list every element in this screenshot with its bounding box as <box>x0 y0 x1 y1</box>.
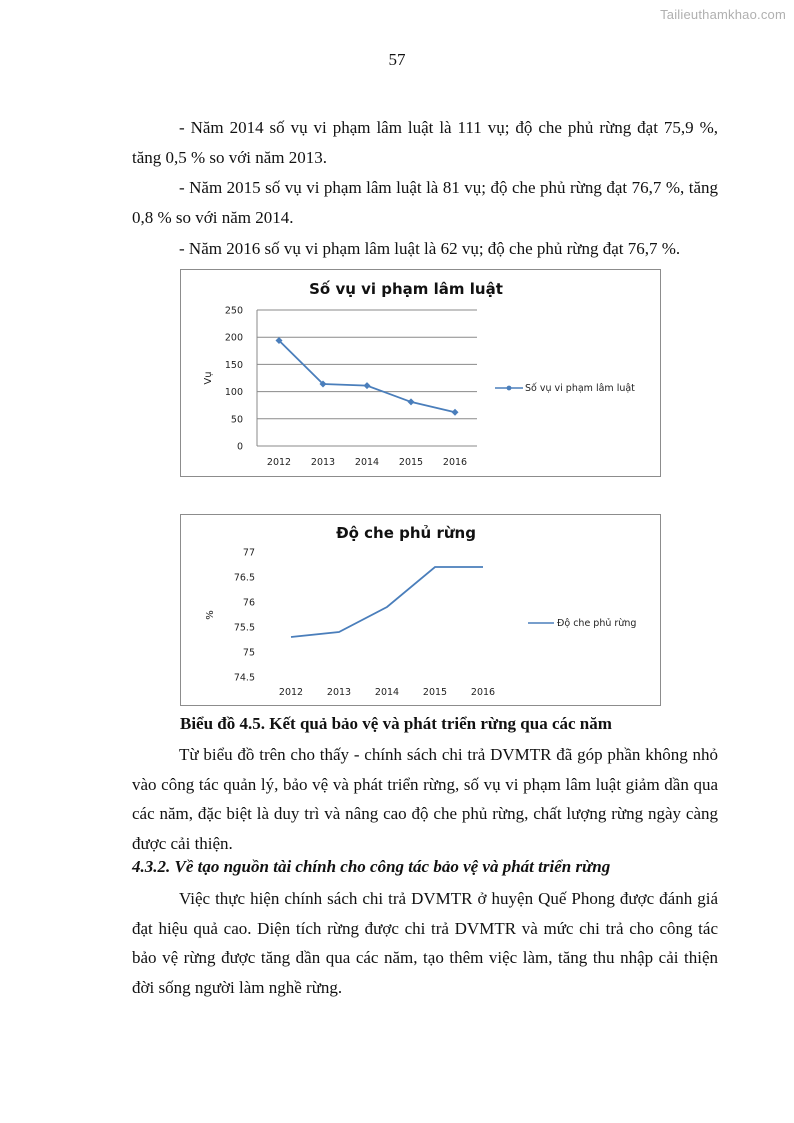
page-number: 57 <box>388 50 406 69</box>
chart-forest-cover-ytick-label: 77 <box>242 547 255 559</box>
paragraph-2015: - Năm 2015 số vụ vi phạm lâm luật là 81 vụ; độ che phủ rừng đạt 76,7 %, tăng 0,8 % so với năm 2014. <box>132 178 718 227</box>
chart-violations-ytick-label: 0 <box>236 441 243 453</box>
chart-violations-xtick-label: 2013 <box>310 457 336 468</box>
chart-forest-cover-svg <box>181 515 660 705</box>
chart-violations-ytick-label: 250 <box>224 305 243 317</box>
chart-forest-cover-ytick-label: 76.5 <box>233 572 255 584</box>
chart-violations-data-point <box>452 409 459 416</box>
chart-violations-data-point <box>408 398 415 405</box>
chart-violations-series-line <box>279 340 455 412</box>
chart-violations-xtick-label: 2015 <box>398 457 424 468</box>
chart-forest-cover-ytick-label: 74.5 <box>233 672 255 684</box>
chart-forest-cover-xtick-label: 2015 <box>422 687 448 698</box>
paragraph-conclusion: Từ biểu đồ trên cho thấy - chính sách chi trả DVMTR đã góp phần không nhỏ vào công tác quản lý, bảo vệ và phát triển rừng, số vụ vi phạm lâm luật giảm dần qua các năm, đặc biệt là duy trì và nâng cao độ che phủ rừng, chất lượng rừng ngày càng được cải thiện. <box>132 745 718 853</box>
chart-forest-cover-xtick-label: 2013 <box>326 687 352 698</box>
chart-violations-svg <box>181 270 660 476</box>
chart-violations-ylabel: Vụ <box>203 371 214 385</box>
watermark: Tailieuthamkhao.com <box>660 7 786 22</box>
chart-violations-title: Số vụ vi phạm lâm luật <box>309 280 503 298</box>
chart-forest-cover-ytick-label: 75.5 <box>233 622 255 634</box>
chart-forest-cover-title: Độ che phủ rừng <box>336 524 476 542</box>
chart-violations-ytick-label: 150 <box>224 359 243 371</box>
chart-forest-cover-xtick-label: 2012 <box>278 687 304 698</box>
figure-caption: Biểu đồ 4.5. Kết quả bảo vệ và phát triển rừng qua các năm <box>180 714 612 733</box>
chart-violations-ytick-label: 200 <box>224 332 243 344</box>
chart-forest-cover-ytick-label: 75 <box>242 647 255 659</box>
chart-violations-data-point <box>364 382 371 389</box>
chart-violations-xtick-label: 2012 <box>266 457 292 468</box>
chart-violations-xtick-label: 2014 <box>354 457 380 468</box>
paragraph-section-body: Việc thực hiện chính sách chi trả DVMTR ở huyện Quế Phong được đánh giá đạt hiệu quả cao. Diện tích rừng được chi trả DVMTR và mức chi trả cho công tác bảo vệ rừng được tăng dần qua các năm, tạo thêm việc làm, tăng thu nhập cải thiện đời sống người làm nghề rừng. <box>132 889 718 997</box>
chart-forest-cover-series-line <box>291 567 483 637</box>
chart-forest-cover-xtick-label: 2016 <box>470 687 496 698</box>
chart-forest-cover <box>180 514 661 706</box>
chart-forest-cover-xtick-label: 2014 <box>374 687 400 698</box>
section-heading: 4.3.2. Về tạo nguồn tài chính cho công tác bảo vệ và phát triển rừng <box>132 857 611 876</box>
chart-violations-xtick-label: 2016 <box>442 457 468 468</box>
chart-forest-cover-legend-label: Độ che phủ rừng <box>557 618 637 629</box>
paragraph-2016: - Năm 2016 số vụ vi phạm lâm luật là 62 vụ; độ che phủ rừng đạt 76,7 %. <box>179 239 681 258</box>
chart-violations-ytick-label: 50 <box>230 414 243 426</box>
chart-violations-legend-label: Số vụ vi phạm lâm luật <box>525 383 635 394</box>
chart-violations <box>180 269 661 477</box>
chart-violations-ytick-label: 100 <box>224 387 243 399</box>
chart-forest-cover-ylabel: % <box>205 610 216 620</box>
paragraph-2014: - Năm 2014 số vụ vi phạm lâm luật là 111 vụ; độ che phủ rừng đạt 75,9 %, tăng 0,5 % so với năm 2013. <box>132 118 718 167</box>
chart-forest-cover-ytick-label: 76 <box>242 597 255 609</box>
chart-violations-legend-marker <box>507 386 512 391</box>
